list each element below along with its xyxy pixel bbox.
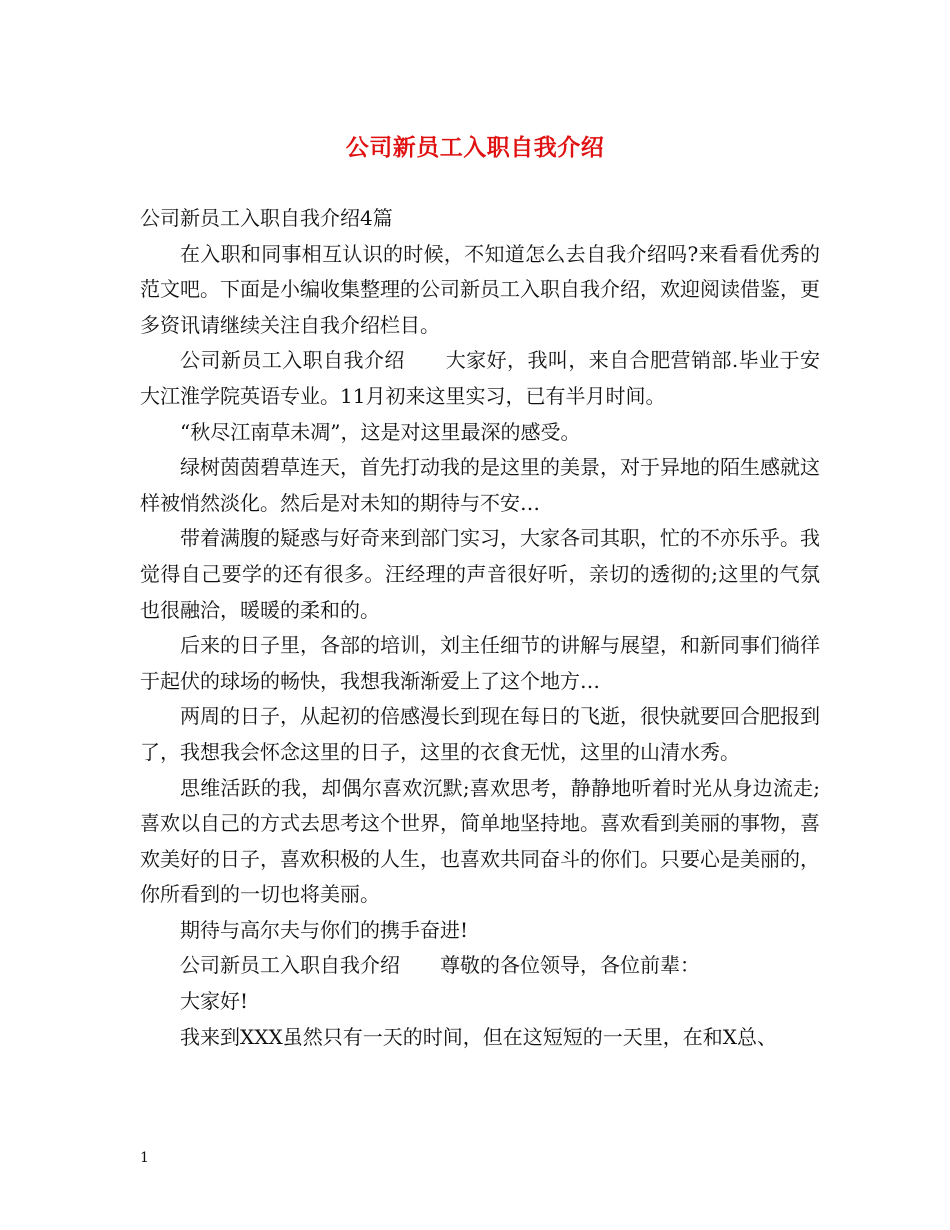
body-paragraph: 绿树茵茵碧草连天，首先打动我的是这里的美景，对于异地的陌生感就这样被悄然淡化。然后是对未知的期待与不安… <box>140 455 820 515</box>
body-paragraph: 大家好! <box>180 989 249 1014</box>
body-paragraph: 思维活跃的我，却偶尔喜欢沉默;喜欢思考，静静地听着时光从身边流走;喜欢以自己的方式去思考这个世界，简单地坚持地。喜欢看到美丽的事物，喜欢美好的日子，喜欢积极的人生，也喜欢共同奋斗的你们。只要心是美丽的，你所看到的一切也将美丽。 <box>140 775 820 907</box>
body-paragraph: 公司新员工入职自我介绍4篇 <box>140 206 393 230</box>
body-paragraph: 在入职和同事相互认识的时候，不知道怎么去自我介绍吗?来看看优秀的范文吧。下面是小编收集整理的公司新员工入职自我介绍，欢迎阅读借鉴，更多资讯请继续关注自我介绍栏目。 <box>140 241 820 337</box>
body-paragraph: 期待与高尔夫与你们的携手奋进! <box>180 917 469 942</box>
body-paragraph: 公司新员工入职自我介绍 尊敬的各位领导，各位前辈： <box>180 953 700 978</box>
body-paragraph: “秋尽江南草未凋”，这是对这里最深的感受。 <box>180 419 581 444</box>
body-paragraph: 后来的日子里，各部的培训，刘主任细节的讲解与展望，和新同事们徜徉于起伏的球场的畅快，我想我渐渐爱上了这个地方… <box>140 633 820 693</box>
body-paragraph: 公司新员工入职自我介绍 大家好，我叫，来自合肥营销部.毕业于安大江淮学院英语专业。11月初来这里实习，已有半月时间。 <box>140 348 820 408</box>
body-paragraph: 我来到XXX虽然只有一天的时间，但在这短短的一天里，在和X总、 <box>180 1024 777 1049</box>
document-title: 公司新员工入职自我介绍 <box>345 134 605 161</box>
body-paragraph: 两周的日子，从起初的倍感漫长到现在每日的飞逝，很快就要回合肥报到了，我想我会怀念这里的日子，这里的衣食无忧，这里的山清水秀。 <box>140 704 820 764</box>
page-number: 1 <box>140 1150 149 1166</box>
document-body <box>140 201 820 1055</box>
body-paragraph: 带着满腹的疑惑与好奇来到部门实习，大家各司其职，忙的不亦乐乎。我觉得自己要学的还有很多。汪经理的声音很好听，亲切的透彻的;这里的气氛也很融洽，暖暖的柔和的。 <box>140 526 820 622</box>
